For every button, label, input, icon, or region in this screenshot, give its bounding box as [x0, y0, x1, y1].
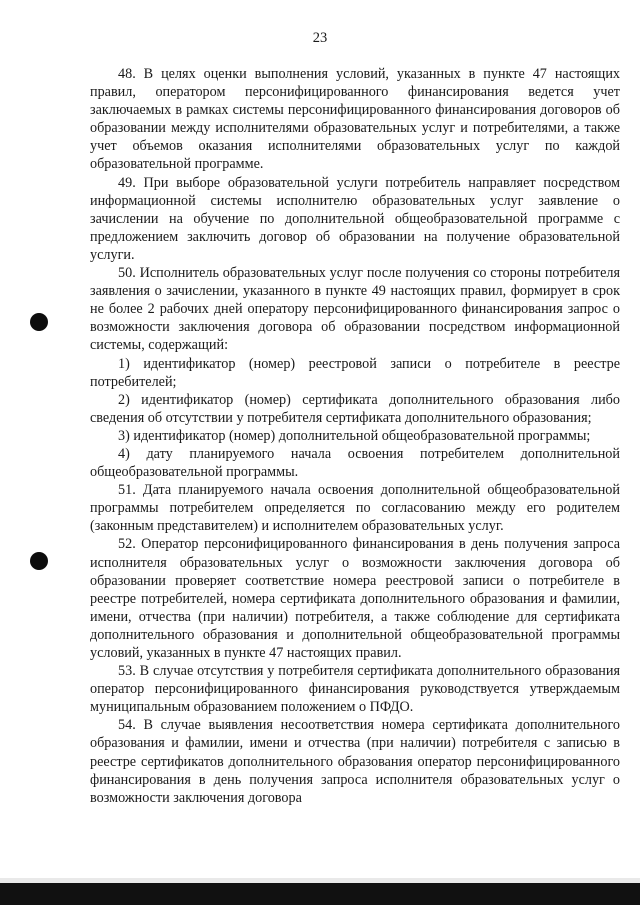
- list-item-1: 1) идентификатор (номер) реестровой записи о потребителе в реестре потребителей;: [90, 355, 620, 390]
- list-item-2: 2) идентификатор (номер) сертификата дополнительного образования либо сведения об отсутствии у потребителя сертификата дополнительного образования;: [90, 391, 620, 426]
- document-body: [90, 65, 620, 807]
- paragraph-52: 52. Оператор персонифицированного финансирования в день получения запроса исполнителя образовательных услуг о возможности заключения договора об образовании проверяет соответствие номера реестровой записи о потребителе в реестре потребителей, номера сертификата дополнительного образования и фамилии, имени, отчества (при наличии) потребителя, а также соблюдение для сертификата дополнительного образования и дополнительной общеобразовательной программы условий, указанных в пункте 47 настоящих правил.: [90, 536, 620, 661]
- paragraph-51: 51. Дата планируемого начала освоения дополнительной общеобразовательной программы потребителем определяется по согласованию между его родителем (законным представителем) и исполнителем образовательных услуг.: [90, 482, 620, 535]
- page-number: 23: [312, 30, 328, 46]
- scan-bottom-border: [0, 883, 640, 905]
- paragraph-53: 53. В случае отсутствия у потребителя сертификата дополнительного образования оператор персонифицированного финансирования руководствуется утверждаемым муниципальным образованием положением о ПФДО.: [90, 663, 620, 716]
- paragraph-48: 48. В целях оценки выполнения условий, указанных в пункте 47 настоящих правил, оператором персонифицированного финансирования ведется учет заключаемых в рамках системы персонифицированного финансирования договоров об образовании между исполнителями образовательных услуг и потребителями, а также учет объемов оказания исполнителями образовательных услуг по каждой образовательной программе.: [90, 66, 620, 173]
- punch-hole-mark: [30, 552, 48, 570]
- paragraph-54: 54. В случае выявления несоответствия номера сертификата дополнительного образования и фамилии, имени и отчества (при наличии) потребителя с записью в реестре сертификатов дополнительного образования оператор персонифицированного финансирования в день получения запроса исполнителя образовательных услуг о возможности заключения договора: [90, 717, 620, 806]
- paragraph-49: 49. При выборе образовательной услуги потребитель направляет посредством информационной системы исполнителю образовательных услуг заявление о зачислении на обучение по дополнительной общеобразовательной программе с предложением заключить договор об образовании на получение образовательной услуги.: [90, 174, 620, 263]
- punch-hole-mark: [30, 313, 48, 331]
- list-item-3: 3) идентификатор (номер) дополнительной общеобразовательной программы;: [118, 427, 591, 444]
- paragraph-50: 50. Исполнитель образовательных услуг после получения со стороны потребителя заявления о зачислении, указанного в пункте 49 настоящих правил, формирует в срок не более 2 рабочих дней оператору персонифицированного финансирования запрос о возможности заключения договора об образовании посредством информационной системы, содержащий:: [90, 265, 620, 354]
- list-item-4: 4) дату планируемого начала освоения потребителем дополнительной общеобразовательной программы.: [90, 445, 620, 481]
